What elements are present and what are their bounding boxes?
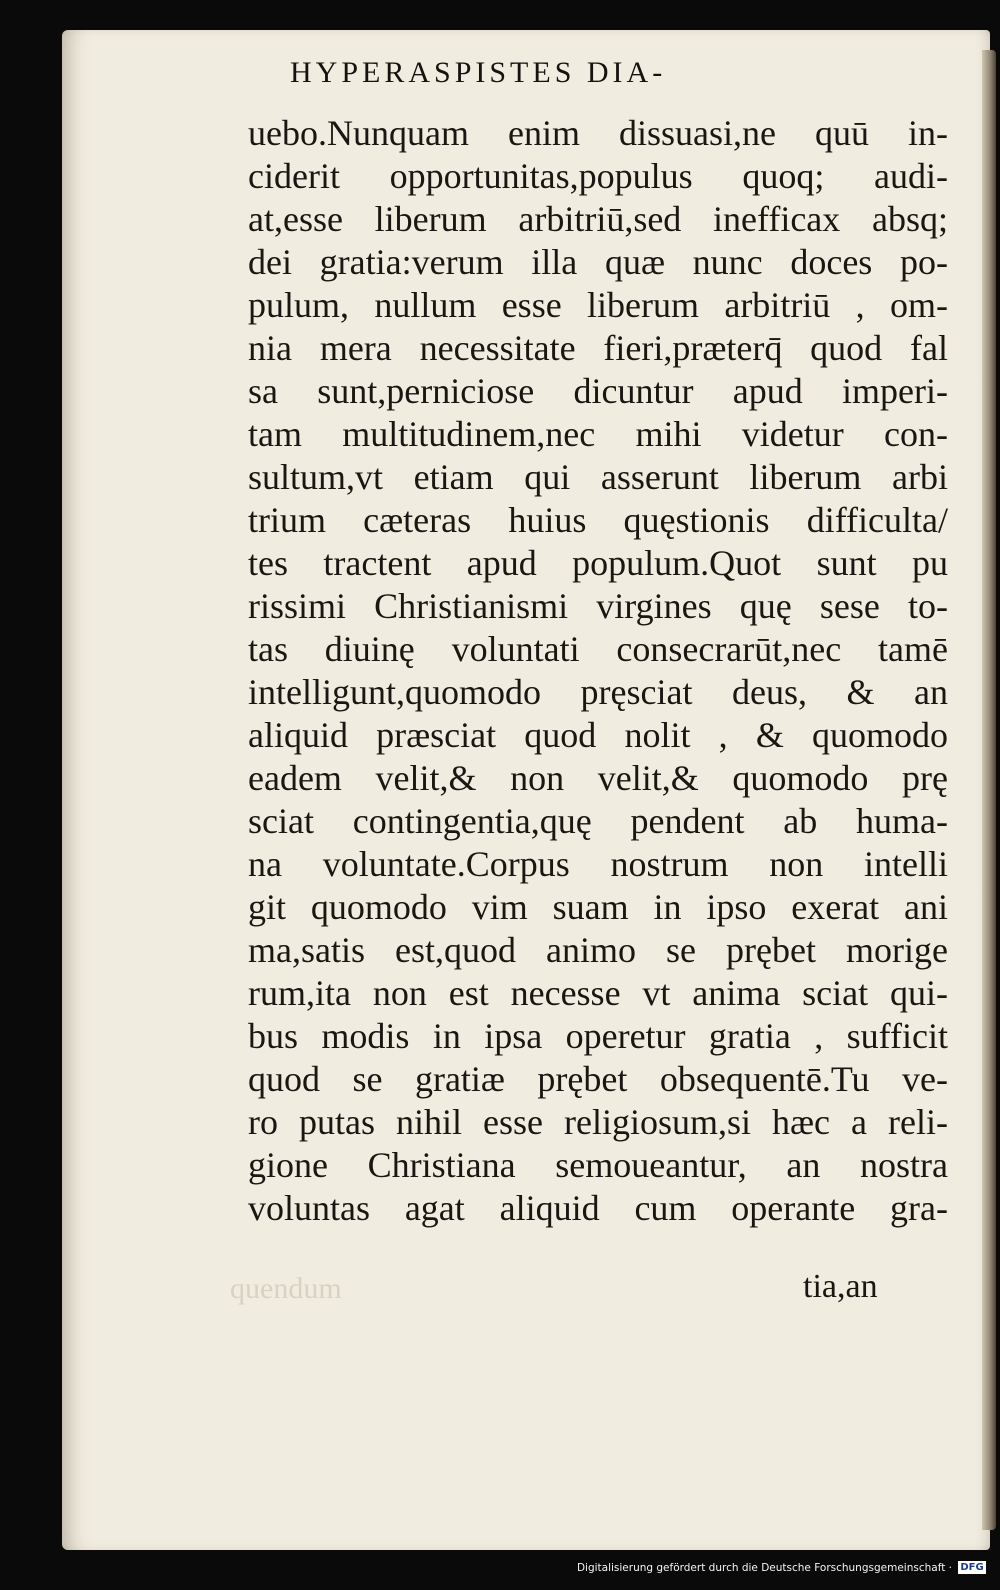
running-head: HYPERASPISTES DIA- xyxy=(290,56,667,89)
text-line: pulum, nullum esse liberum arbitriū , om- xyxy=(248,285,948,325)
text-line: bus modis in ipsa operetur gratia , sufficit xyxy=(248,1016,948,1056)
text-line: rum,ita non est necesse vt anima sciat qui- xyxy=(248,973,948,1013)
text-line: tas diuinę voluntati consecrarūt,nec tamē xyxy=(248,629,948,669)
text-line: at,esse liberum arbitriū,sed inefficax absq; xyxy=(248,199,948,239)
text-line: aliquid præsciat quod nolit , & quomodo xyxy=(248,715,948,755)
text-line: sciat contingentia,quę pendent ab huma- xyxy=(248,801,948,841)
text-line: intelligunt,quomodo pręsciat deus, & an xyxy=(248,672,948,712)
text-line: tam multitudinem,nec mihi videtur con- xyxy=(248,414,948,454)
text-line: ma,satis est,quod animo se prębet morige xyxy=(248,930,948,970)
bleed-through-text: quendum xyxy=(230,1272,342,1305)
text-line: uebo.Nunquam enim dissuasi,ne quū in- xyxy=(248,113,948,153)
text-line: gione Christiana semoueantur, an nostra xyxy=(248,1145,948,1185)
text-line: sa sunt,perniciose dicuntur apud imperi- xyxy=(248,371,948,411)
text-line: eadem velit,& non velit,& quomodo prę xyxy=(248,758,948,798)
text-line: quod se gratiæ prębet obsequentē.Tu ve- xyxy=(248,1059,948,1099)
dfg-logo: DFG xyxy=(958,1561,986,1574)
body-text xyxy=(248,112,948,1230)
catchword: tia,an xyxy=(803,1268,878,1305)
text-line: dei gratia:verum illa quæ nunc doces po- xyxy=(248,242,948,282)
page-edge xyxy=(982,50,996,1530)
text-line: na voluntate.Corpus nostrum non intelli xyxy=(248,844,948,884)
text-line: trium cæteras huius quęstionis difficulta/ xyxy=(248,500,948,540)
digitization-credit: Digitalisierung gefördert durch die Deutsche Forschungsgemeinschaft · xyxy=(576,1562,952,1574)
text-line: git quomodo vim suam in ipso exerat ani xyxy=(248,887,948,927)
text-line: ro putas nihil esse religiosum,si hæc a reli- xyxy=(248,1102,948,1142)
text-line: ciderit opportunitas,populus quoq; audi- xyxy=(248,156,948,196)
text-line: tes tractent apud populum.Quot sunt pu xyxy=(248,543,948,583)
text-line: rissimi Christianismi virgines quę sese to- xyxy=(248,586,948,626)
text-line: nia mera necessitate fieri,præterq̄ quod fal xyxy=(248,328,948,368)
text-line: voluntas agat aliquid cum operante gra- xyxy=(248,1188,948,1228)
text-line: sultum,vt etiam qui asserunt liberum arbi xyxy=(248,457,948,497)
